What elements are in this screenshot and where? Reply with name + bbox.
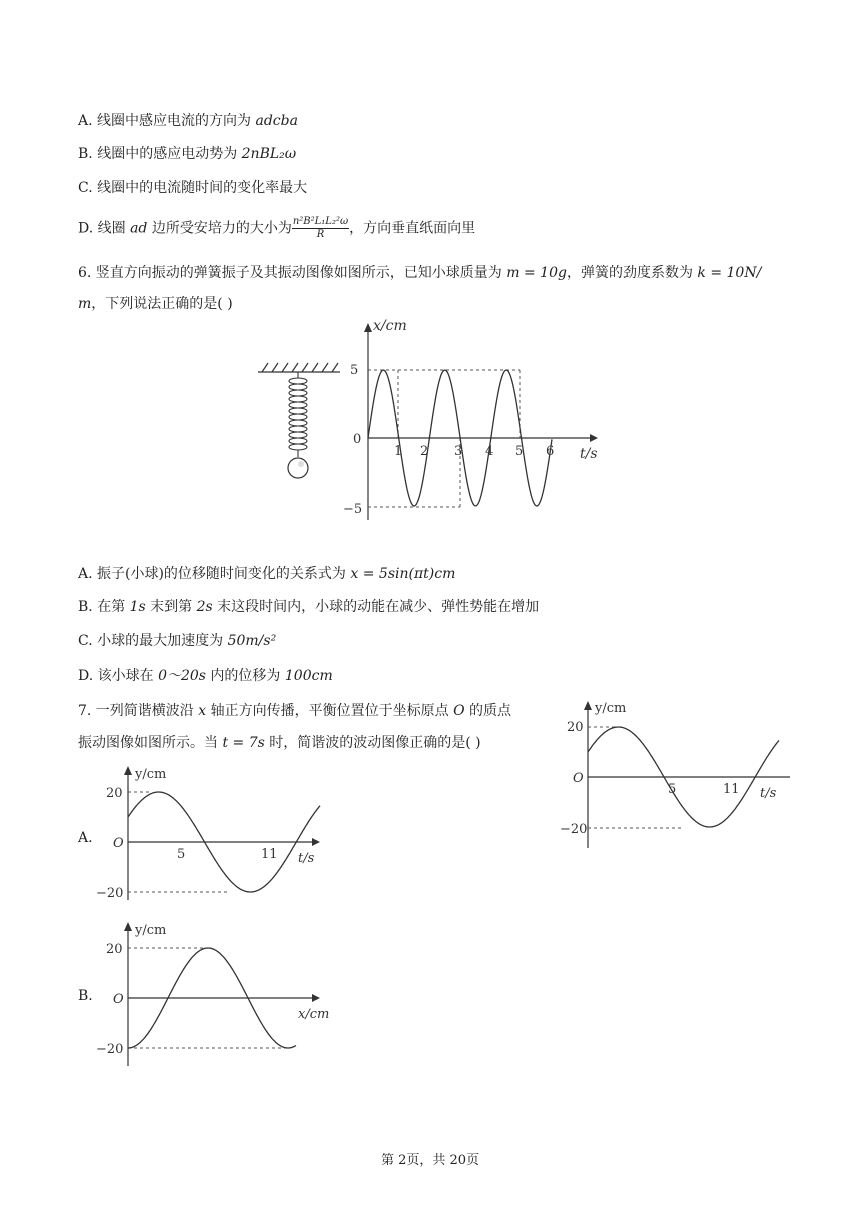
ceiling-hatch: [258, 363, 340, 372]
q6-option-d-text1: D. 该小球在: [78, 668, 159, 684]
y-tick-O: O: [573, 771, 584, 786]
q7-stem-text-d: 振动图像如图所示。当: [78, 735, 223, 751]
q7-stem-text-e: 时，简谐波的波动图像正确的是( ): [264, 735, 481, 751]
q6-option-b-math2: 2s: [196, 599, 213, 615]
q6-option-c-math: 50m/s²: [227, 633, 277, 649]
page-footer: 第 2页，共 20页: [380, 1153, 480, 1168]
q7-option-a-label: A.: [78, 830, 93, 846]
q6-option-b-text2: 末到第: [145, 599, 197, 615]
q7-main-graph: [550, 695, 790, 855]
x-tick-11: 11: [723, 782, 740, 797]
q7-stem-O: O: [453, 703, 465, 719]
q6-spring-figure: [250, 312, 610, 527]
q5-option-a-math: adcba: [255, 113, 298, 129]
q6-stem-text-a: 6. 竖直方向振动的弹簧振子及其振动图像如图所示，已知小球质量为: [78, 265, 507, 281]
x-tick-6: 6: [546, 444, 555, 459]
fraction-denominator: R: [316, 229, 325, 240]
y-axis-label: y/cm: [135, 923, 167, 938]
q6-stem-line1: [78, 263, 761, 283]
y-tick-neg20: −20: [560, 822, 588, 837]
q7-stem-x: x: [198, 703, 207, 719]
q6-stem-text-c: ，下列说法正确的是( ): [91, 296, 233, 312]
q6-option-a: [78, 564, 455, 584]
q5-option-d-text1: D. 线圈: [78, 220, 131, 237]
q7-option-a-graph: [90, 760, 340, 905]
q6-option-d: [78, 666, 333, 686]
q5-option-b: [78, 144, 296, 164]
x-axis-label: t/s: [760, 786, 777, 801]
x-axis-label: t/s: [298, 851, 315, 866]
y-tick-O: O: [113, 836, 124, 851]
spring-coils: [289, 372, 307, 457]
q7-stem-t: t = 7s: [222, 735, 265, 751]
q6-option-b-text1: B. 在第: [78, 599, 130, 615]
y-tick-neg20: −20: [96, 886, 124, 901]
q5-option-a-text: A. 线圈中感应电流的方向为: [78, 113, 256, 129]
y-tick-0: 0: [353, 432, 362, 447]
y-tick-20: 20: [106, 786, 123, 801]
q7-option-b-graph: [90, 915, 350, 1070]
y-axis-label: x/cm: [373, 318, 407, 334]
q6-option-b-math1: 1s: [129, 599, 146, 615]
q5-option-a: [78, 111, 298, 131]
q6-option-a-text: A. 振子(小球)的位移随时间变化的关系式为: [78, 566, 351, 582]
ball: [288, 458, 308, 478]
q5-option-c-text: C. 线圈中的电流随时间的变化率最大: [78, 180, 308, 196]
q5-option-d-text3: ，方向垂直纸面向里: [349, 220, 476, 237]
y-tick-O: O: [113, 992, 124, 1007]
q6-option-b-text3: 末这段时间内，小球的动能在减少、弹性势能在增加: [212, 599, 540, 615]
q7-option-b-label: B.: [78, 988, 93, 1004]
q6-option-d-math2: 100cm: [284, 668, 333, 684]
q5-option-c: [78, 178, 307, 198]
q5-option-d: [78, 216, 475, 241]
q6-option-d-text2: 内的位移为: [205, 668, 285, 684]
q6-stem-line2: [78, 294, 233, 314]
x-tick-5: 5: [515, 444, 524, 459]
q5-option-d-text2: 边所受安培力的大小为: [147, 220, 292, 237]
x-axis-label: x/cm: [298, 1007, 330, 1022]
x-tick-3: 3: [454, 444, 463, 459]
q6-option-c: [78, 631, 276, 651]
q6-stem-text-b: ，弹簧的劲度系数为: [566, 265, 698, 281]
x-tick-2: 2: [420, 444, 429, 459]
x-axis-label: t/s: [580, 446, 598, 462]
q6-option-b: [78, 597, 539, 617]
q6-stem-k: k = 10N/: [697, 265, 762, 281]
q6-stem-unit-m: m: [78, 296, 92, 312]
q7-stem-text-a: 7. 一列简谐横波沿: [78, 703, 199, 719]
q7-stem-line1: [78, 701, 511, 721]
x-tick-1: 1: [394, 444, 403, 459]
q7-stem-text-c: 的质点: [464, 703, 512, 719]
y-tick-neg20: −20: [96, 1042, 124, 1057]
q5-option-d-math1: ad: [130, 220, 148, 237]
q5-option-b-math: 2nBL₂ω: [241, 146, 297, 162]
y-tick-20: 20: [106, 942, 123, 957]
q6-option-d-math1: 0～20s: [158, 668, 206, 684]
x-tick-4: 4: [485, 444, 494, 459]
q7-stem-line2: [78, 733, 481, 753]
x-tick-5: 5: [668, 782, 677, 797]
q7-stem-text-b: 轴正方向传播，平衡位置位于坐标原点: [206, 703, 454, 719]
q6-option-c-text: C. 小球的最大加速度为: [78, 633, 228, 649]
q6-stem-mass: m = 10g: [506, 265, 567, 281]
x-tick-5: 5: [177, 847, 186, 862]
y-tick-5: 5: [350, 363, 359, 378]
x-tick-11: 11: [261, 847, 278, 862]
q5-option-b-text: B. 线圈中的感应电动势为: [78, 146, 242, 162]
y-axis-label: y/cm: [595, 701, 627, 716]
y-tick-20: 20: [567, 720, 584, 735]
q6-option-a-math: x = 5sin(πt)cm: [350, 566, 456, 582]
y-axis-label: y/cm: [135, 767, 167, 782]
y-tick-neg5: −5: [343, 502, 363, 517]
fraction-numerator: n²B²L₁L₂²ω: [292, 216, 349, 227]
q5-option-d-fraction: [292, 216, 349, 241]
